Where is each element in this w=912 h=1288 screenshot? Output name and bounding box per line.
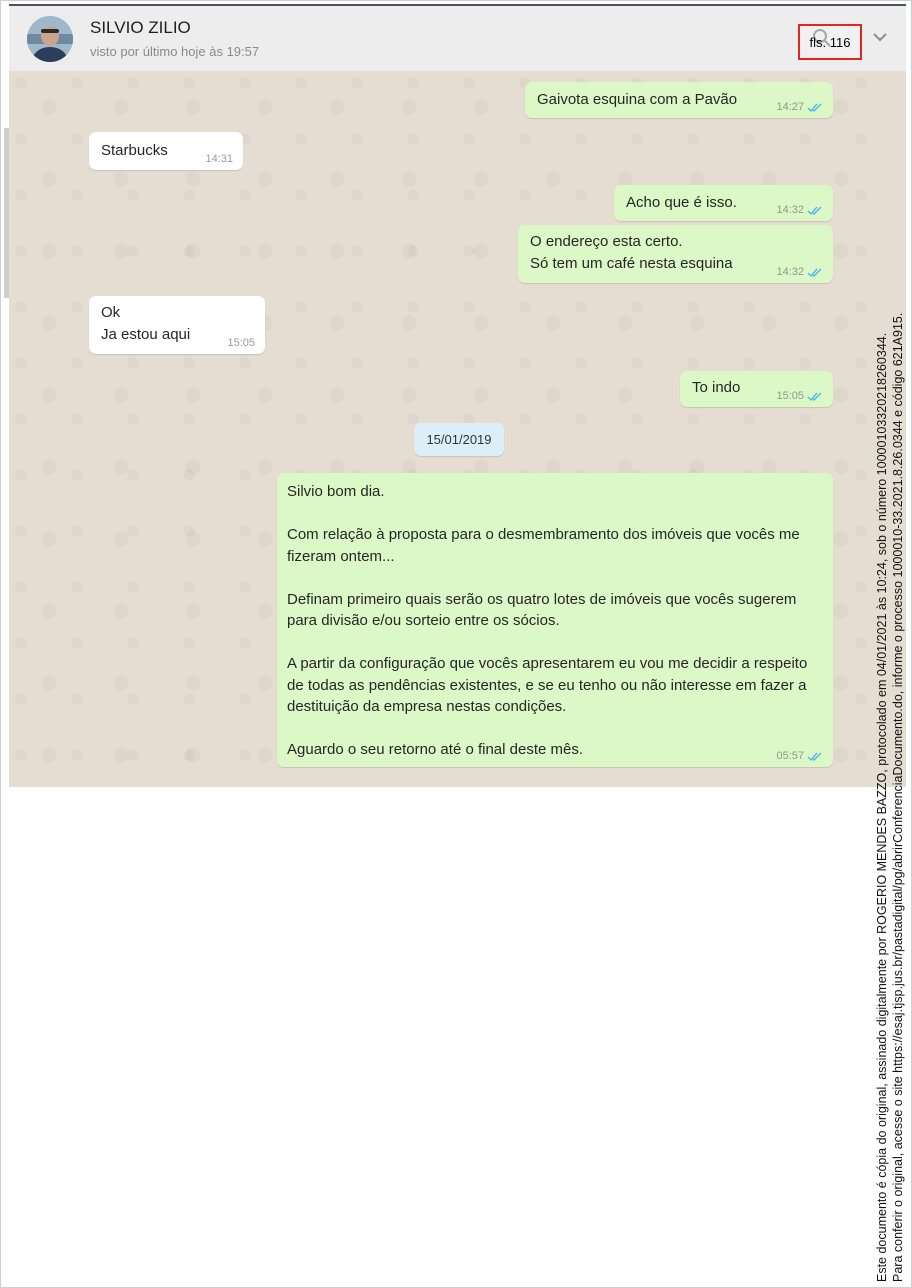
message-meta <box>776 389 823 403</box>
message-text: Gaivota esquina com a Pavão <box>537 91 738 108</box>
message-bubble-outgoing[interactable] <box>614 185 833 221</box>
document-authentication-note <box>874 12 908 1282</box>
side-note-line-2: Para conferir o original, acesse o site https://esaj.tjsp.jus.br/pastadigital/pg/abrirConferenciaDocumento.do, informe o processo 1000010-33.2021.8.26.0344 e código 621A915. <box>891 312 905 1282</box>
message-text: To indo <box>692 379 741 396</box>
message-meta <box>776 749 823 763</box>
page-number-stamp: fls. 116 <box>798 24 862 60</box>
message-bubble-incoming[interactable] <box>89 132 243 170</box>
message-text: O endereço esta certo. Só tem um café nesta esquina <box>530 233 733 272</box>
message-meta <box>776 203 823 217</box>
message-time: 14:27 <box>776 101 804 113</box>
message-time: 14:32 <box>776 266 804 278</box>
message-time: 05:57 <box>776 750 804 762</box>
chat-area[interactable] <box>9 71 906 787</box>
message-text: Silvio bom dia. Com relação à proposta para o desmembramento dos imóveis que vocês me fizeram ontem... Definam primeiro quais serão os quatro lotes de imóveis que vocês sugerem para divisão e/ou sorteio entre os sócios. A partir da configuração que vocês apresentarem eu vou me decidir a respeito de todas as pendências existentes, e se eu tenho ou não interesse em fazer a destituição da empresa nestas condições. Aguardo o seu retorno até o final deste mês. <box>287 483 808 758</box>
message-text: Acho que é isso. <box>626 194 737 211</box>
double-check-icon <box>807 102 823 113</box>
message-time: 15:05 <box>776 390 804 402</box>
double-check-icon <box>807 205 823 216</box>
message-text: Ok Ja estou aqui <box>101 304 191 343</box>
double-check-icon <box>807 751 823 762</box>
chat-header <box>9 4 906 73</box>
message-bubble-outgoing[interactable] <box>277 473 833 767</box>
double-check-icon <box>807 267 823 278</box>
message-bubble-incoming[interactable] <box>89 296 265 354</box>
message-meta <box>205 152 233 166</box>
message-meta <box>776 100 823 114</box>
message-time: 15:05 <box>227 337 255 349</box>
message-bubble-outgoing[interactable] <box>680 371 833 407</box>
message-bubble-outgoing[interactable] <box>518 225 833 283</box>
message-bubble-outgoing[interactable] <box>525 82 833 118</box>
message-meta <box>227 336 255 350</box>
message-meta <box>776 265 823 279</box>
contact-name[interactable]: SILVIO ZILIO <box>90 18 191 37</box>
message-time: 14:32 <box>776 204 804 216</box>
side-note-line-1: Este documento é cópia do original, assinado digitalmente por ROGERIO MENDES BAZZO, protocolado em 04/01/2021 às 10:24, sob o número 10000103320218260344. <box>875 332 889 1282</box>
last-seen-status: visto por último hoje às 19:57 <box>90 44 260 59</box>
contact-avatar[interactable] <box>27 16 73 62</box>
message-time: 14:31 <box>205 153 233 165</box>
date-separator: 15/01/2019 <box>414 423 504 456</box>
double-check-icon <box>807 391 823 402</box>
message-text: Starbucks <box>101 142 168 159</box>
